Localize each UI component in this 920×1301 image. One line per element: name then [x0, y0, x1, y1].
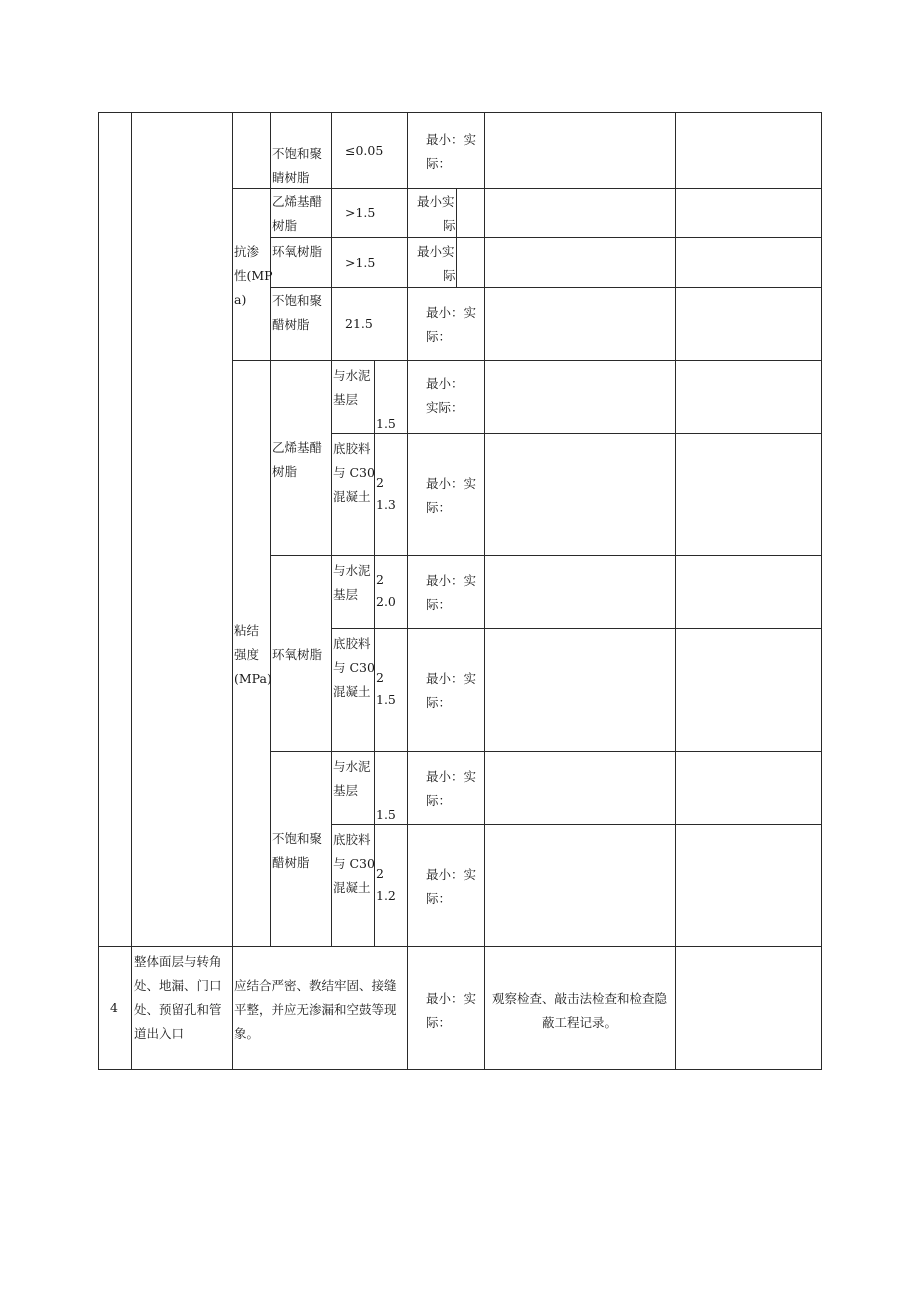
value-cell: 1.5: [376, 807, 396, 822]
substrate-cell: 底胶料 与 C30 混凝土: [333, 636, 375, 699]
material-cell: 乙烯基醋 树脂: [272, 440, 323, 479]
material-cell: 不饱和聚 醋树脂: [272, 831, 323, 870]
value-cell: 2 2.0: [376, 572, 396, 609]
row-divider: [331, 824, 822, 825]
measured-cell: 最小： 实际：: [426, 376, 464, 415]
requirement-cell: >1.5: [345, 205, 376, 220]
substrate-cell: 底胶料 与 C30 混凝土: [333, 441, 375, 504]
measured-cell: 最小：实 际：: [426, 305, 477, 344]
bond-strength-label: 粘结 强度 (MPa): [234, 623, 272, 686]
measured-cell: 最小实 际: [417, 194, 456, 233]
col-divider: [675, 112, 676, 1070]
measured-cell: 最小：实 际：: [426, 769, 477, 808]
measured-cell: 最小：实 际：: [426, 476, 477, 515]
substrate-cell: 与水泥 基层: [333, 563, 371, 602]
requirement-cell: 应结合严密、教结牢固、接缝 平整，并应无渗漏和空鼓等现 象。: [234, 978, 397, 1041]
col-divider: [407, 112, 408, 1070]
requirement-cell: 21.5: [345, 316, 373, 331]
row-divider: [270, 555, 822, 556]
material-cell: 不饱和聚 睛树脂: [272, 146, 323, 185]
col-divider: [484, 112, 485, 1070]
col-divider: [232, 112, 233, 1070]
row-divider: [331, 628, 822, 629]
col-divider: [331, 112, 332, 946]
value-cell: 2 1.5: [376, 670, 396, 707]
measured-cell: 最小：实 际：: [426, 991, 477, 1030]
material-cell: 乙烯基醋 树脂: [272, 194, 323, 233]
col-divider: [270, 112, 271, 946]
col-divider: [456, 188, 457, 287]
material-cell: 不饱和聚 醋树脂: [272, 293, 323, 332]
requirement-cell: ≤0.05: [345, 143, 384, 158]
permeability-label: 抗渗 性(MP a): [234, 244, 273, 307]
substrate-cell: 与水泥 基层: [333, 759, 371, 798]
measured-cell: 最小：实 际：: [426, 573, 477, 612]
table-border-bottom: [98, 1069, 822, 1070]
row-divider: [98, 946, 822, 947]
inspection-method-cell: 观察检查、敲击法检查和检查隐 蔽工程记录。: [491, 991, 667, 1030]
item-number: 4: [110, 1000, 118, 1015]
item-name-cell: 整体面层与转角 处、地漏、门口 处、预留孔和管 道出入口: [134, 954, 222, 1041]
value-cell: 2 1.2: [376, 866, 396, 903]
row-divider: [270, 287, 822, 288]
value-cell: 2 1.3: [376, 475, 396, 512]
substrate-cell: 与水泥 基层: [333, 368, 371, 407]
row-divider: [270, 751, 822, 752]
material-cell: 环氧树脂: [272, 244, 323, 259]
substrate-cell: 底胶料 与 C30 混凝土: [333, 832, 375, 895]
row-divider: [331, 433, 822, 434]
measured-cell: 最小：实 际：: [426, 671, 477, 710]
measured-cell: 最小实 际: [417, 244, 456, 283]
col-divider: [131, 112, 132, 1070]
requirement-cell: >1.5: [345, 255, 376, 270]
table-border-left: [98, 112, 99, 1070]
row-divider: [232, 360, 822, 361]
measured-cell: 最小：实 际：: [426, 867, 477, 906]
measured-cell: 最小：实 际：: [426, 132, 477, 171]
material-cell: 环氧树脂: [272, 647, 323, 662]
table-border-right: [821, 112, 822, 1070]
table-border-top: [98, 112, 822, 113]
value-cell: 1.5: [376, 416, 396, 431]
row-divider: [270, 237, 822, 238]
